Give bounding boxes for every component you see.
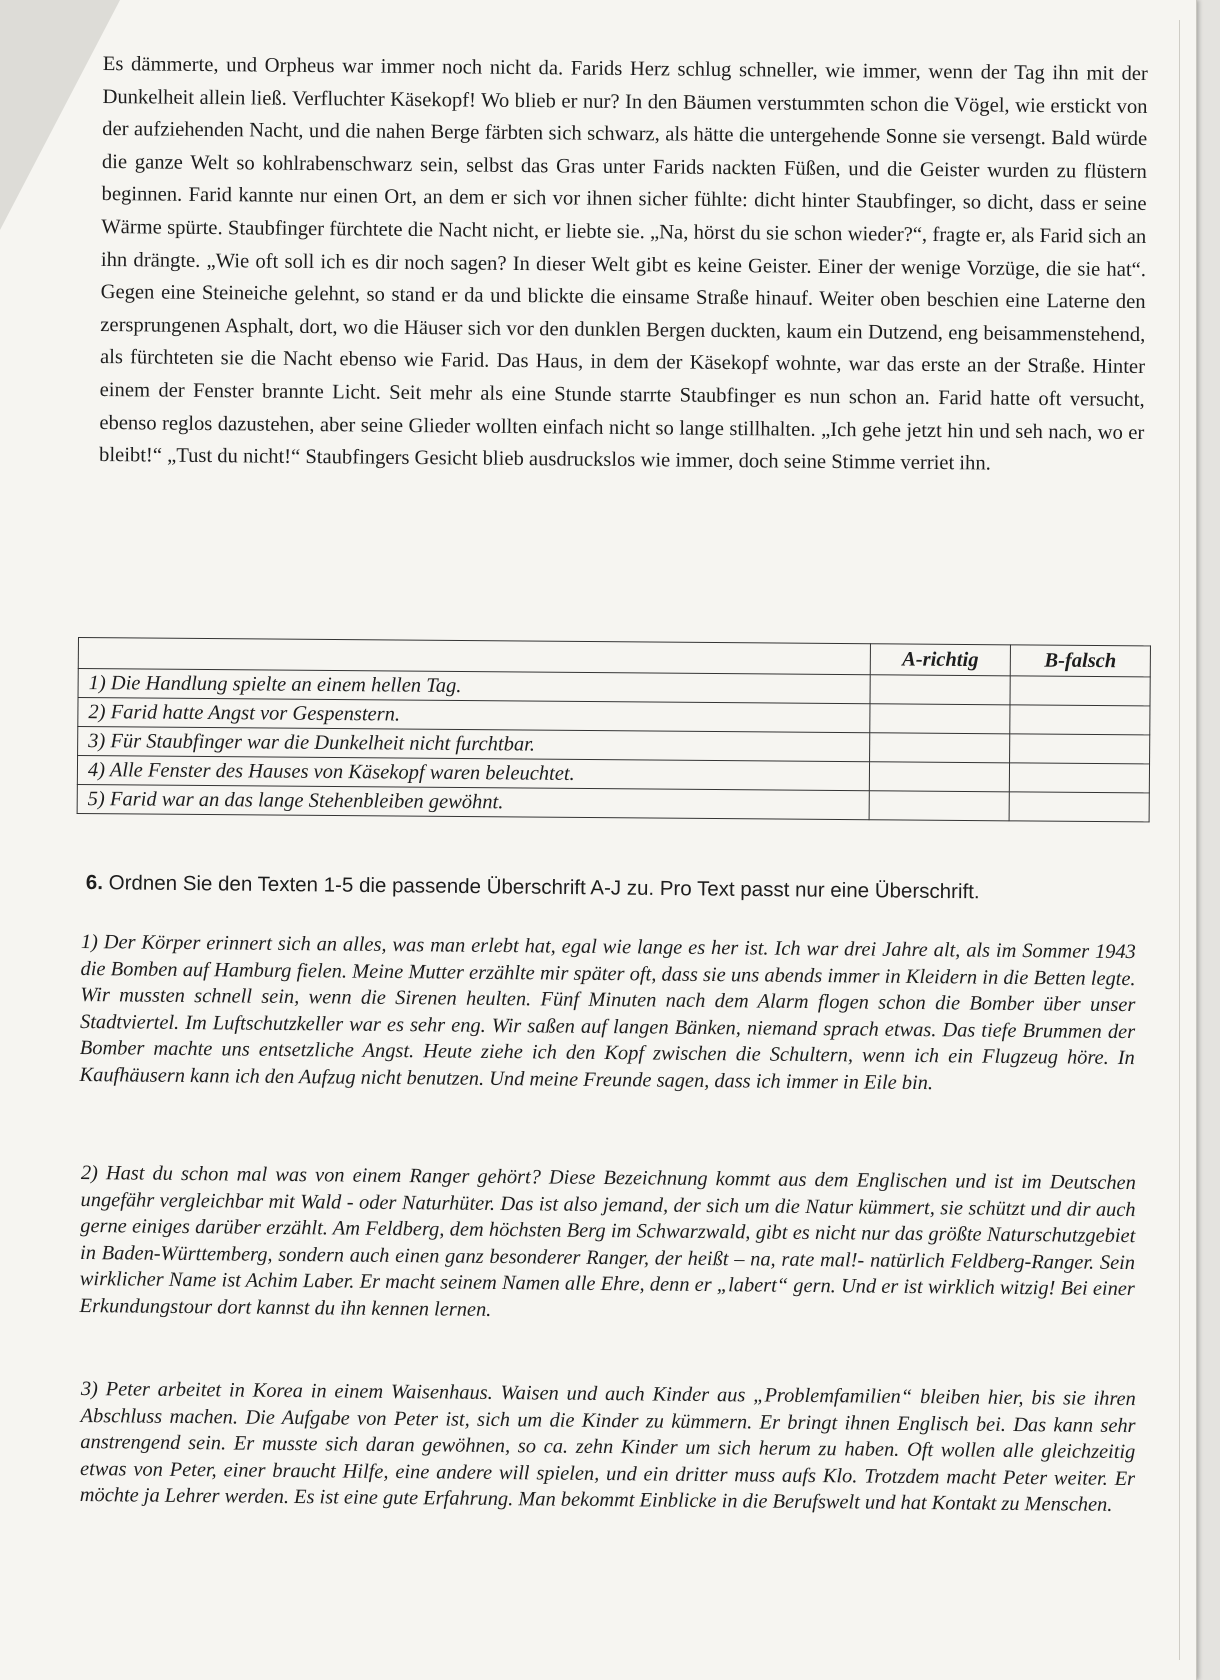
reading-text-1: 1) Der Körper erinnert sich an alles, was man erlebt hat, egal wie lange es her ist. Ich war drei Jahre alt, als im Sommer 1943 die Bomben auf Hamburg fielen. Meine Mutter erzählte mir später oft, dass sie uns abends immer in Kleidern in die Betten legte. Wir mussten schnell sein, wenn die Sirenen heulten. Fünf Minuten nach dem Alarm flogen schon die Bomber über unser Stadtviertel. Im Luftschutzkeller war es sehr eng. Wir saßen auf langen Bänken, niemand sprach etwas. Das tiefe Brummen der Bomber machte uns entsetzliche Angst. Heute ziehe ich den Kopf zwischen die Schultern, wenn ich ein Flugzeug höre. In Kaufhäusern kann ich den Aufzug nicht benutzen. Und meine Freunde sagen, dass ich immer in Eile bin. <box>79 930 1136 1094</box>
answer-cell-richtig[interactable] <box>870 675 1010 705</box>
answer-cell-falsch[interactable] <box>1009 763 1149 793</box>
story-paragraph: Es dämmerte, und Orpheus war immer noch nicht da. Farids Herz schlug schneller, wie immer, wenn der Tag ihn mit der Dunkelheit allein ließ. Verfluchter Käsekopf! Wo blieb er nur? In den Bäumen verstummten schon die Vögel, wie erstickt von der aufziehenden Nacht, und die nahen Berge färbten sich schwarz, als hätte die untergehende Sonne sie versengt. Bald würde die ganze Welt so kohlrabenschwarz sein, selbst das Gras unter Farids nackten Füßen, und die Geister wurden zu flüstern beginnen. Farid kannte nur einen Ort, an dem er sich vor ihnen sicher fühlte: dicht hinter Staubfinger, so dicht, dass er seine Wärme spürte. Staubfinger fürchtete die Nacht nicht, er liebte sie. „Na, hörst du sie schon wieder?“, fragte er, als Farid sich an ihn drängte. „Wie oft soll ich es dir noch sagen? In dieser Welt gibt es keine Geister. Einer der wenige Vorzüge, die sie hat“. Gegen eine Steineiche gelehnt, so stand er da und blickte die einsame Straße hinauf. Weiter oben beschien eine Laterne den zersprungenen Asphalt, dort, wo die Häuser sich vor den dunklen Bergen duckten, kaum ein Dutzend, eng beisammenstehend, als fürchteten sie die Nacht ebenso wie Farid. Das Haus, in dem der Käsekopf wohnte, war das erste an der Straße. Hinter einem der Fenster brannte Licht. Seit mehr als eine Stunde starrte Staubfinger es nun schon an. Farid hatte oft versucht, ebenso reglos dazustehen, aber seine Glieder wollten einfach nicht so lange stillhalten. „Ich gehe jetzt hin und seh nach, wo er bleibt!“ „Tust du nicht!“ Staubfingers Gesicht blieb ausdruckslos wie immer, doch seine Stimme verriet ihn. <box>98 52 1148 475</box>
answer-cell-richtig[interactable] <box>869 762 1009 792</box>
task-number: 6. <box>85 871 104 895</box>
reading-text-3: 3) Peter arbeitet in Korea in einem Waisenhaus. Waisen und auch Kinder aus „Problemfamilien“ bleiben hier, bis sie ihren Abschluss machen. Die Aufgabe von Peter ist, sich um die Kinder zu kümmern. Er bringt ihnen Englisch bei. Das kann sehr anstrengend sein. Er musste sich daran gewöhnen, so ca. zehn Kinder um sich herum zu haben. Oft wollen alle gleichzeitig etwas von Peter, einer braucht Hilfe, eine andere will spielen, und ein dritter muss aufs Klo. Trotzdem macht Peter weiter. Er möchte ja Lehrer werden. Es ist eine gute Erfahrung. Man bekommt Einblicke in die Berufswelt und hat Kontakt zu Menschen. <box>79 1377 1136 1516</box>
answer-cell-richtig[interactable] <box>869 791 1009 821</box>
statement-cell: 1) Die Handlung spielte an einem hellen Tag. <box>78 669 870 704</box>
statement-cell: 4) Alle Fenster des Hauses von Käsekopf waren beleuchtet. <box>77 756 869 791</box>
column-header-richtig: A-richtig <box>870 644 1010 676</box>
answer-cell-richtig[interactable] <box>870 733 1010 763</box>
statement-cell: 2) Farid hatte Angst vor Gespenstern. <box>78 698 870 733</box>
column-header-falsch: B-falsch <box>1010 645 1150 677</box>
page-edge <box>1179 20 1180 1660</box>
task-6-instruction <box>86 871 1146 906</box>
task-text: Ordnen Sie den Texten 1-5 die passende Überschrift A-J zu. Pro Text passt nur eine Überschrift. <box>108 871 980 904</box>
true-false-table <box>77 637 1151 822</box>
statement-cell: 3) Für Staubfinger war die Dunkelheit nicht furchtbar. <box>78 727 870 762</box>
answer-cell-falsch[interactable] <box>1010 676 1150 706</box>
reading-text-2: 2) Hast du schon mal was von einem Ranger gehört? Diese Bezeichnung kommt aus dem Englischen und ist im Deutschen ungefähr vergleichbar mit Wald - oder Naturhüter. Das ist also jemand, der sich um die Natur kümmert, sie schützt und dir auch gerne einiges darüber erzählt. Am Feldberg, dem höchsten Berg im Schwarzwald, gibt es nicht nur das größte Naturschutzgebiet in Baden-Württemberg, sondern auch einen ganz besonderer Ranger, der heißt – na, rate mal!- natürlich Feldberg-Ranger. Sein wirklicher Name ist Achim Laber. Er macht seinem Namen alle Ehre, denn er „labert“ gern. Und er ist wirklich witzig! Bei einer Erkundungstour dort kannst du ihn kennen lernen. <box>79 1161 1136 1321</box>
answer-cell-falsch[interactable] <box>1010 705 1150 735</box>
answer-cell-falsch[interactable] <box>1009 792 1149 822</box>
answer-cell-richtig[interactable] <box>870 704 1010 734</box>
statement-cell: 5) Farid war an das lange Stehenbleiben gewöhnt. <box>77 784 869 819</box>
answer-cell-falsch[interactable] <box>1010 734 1150 764</box>
